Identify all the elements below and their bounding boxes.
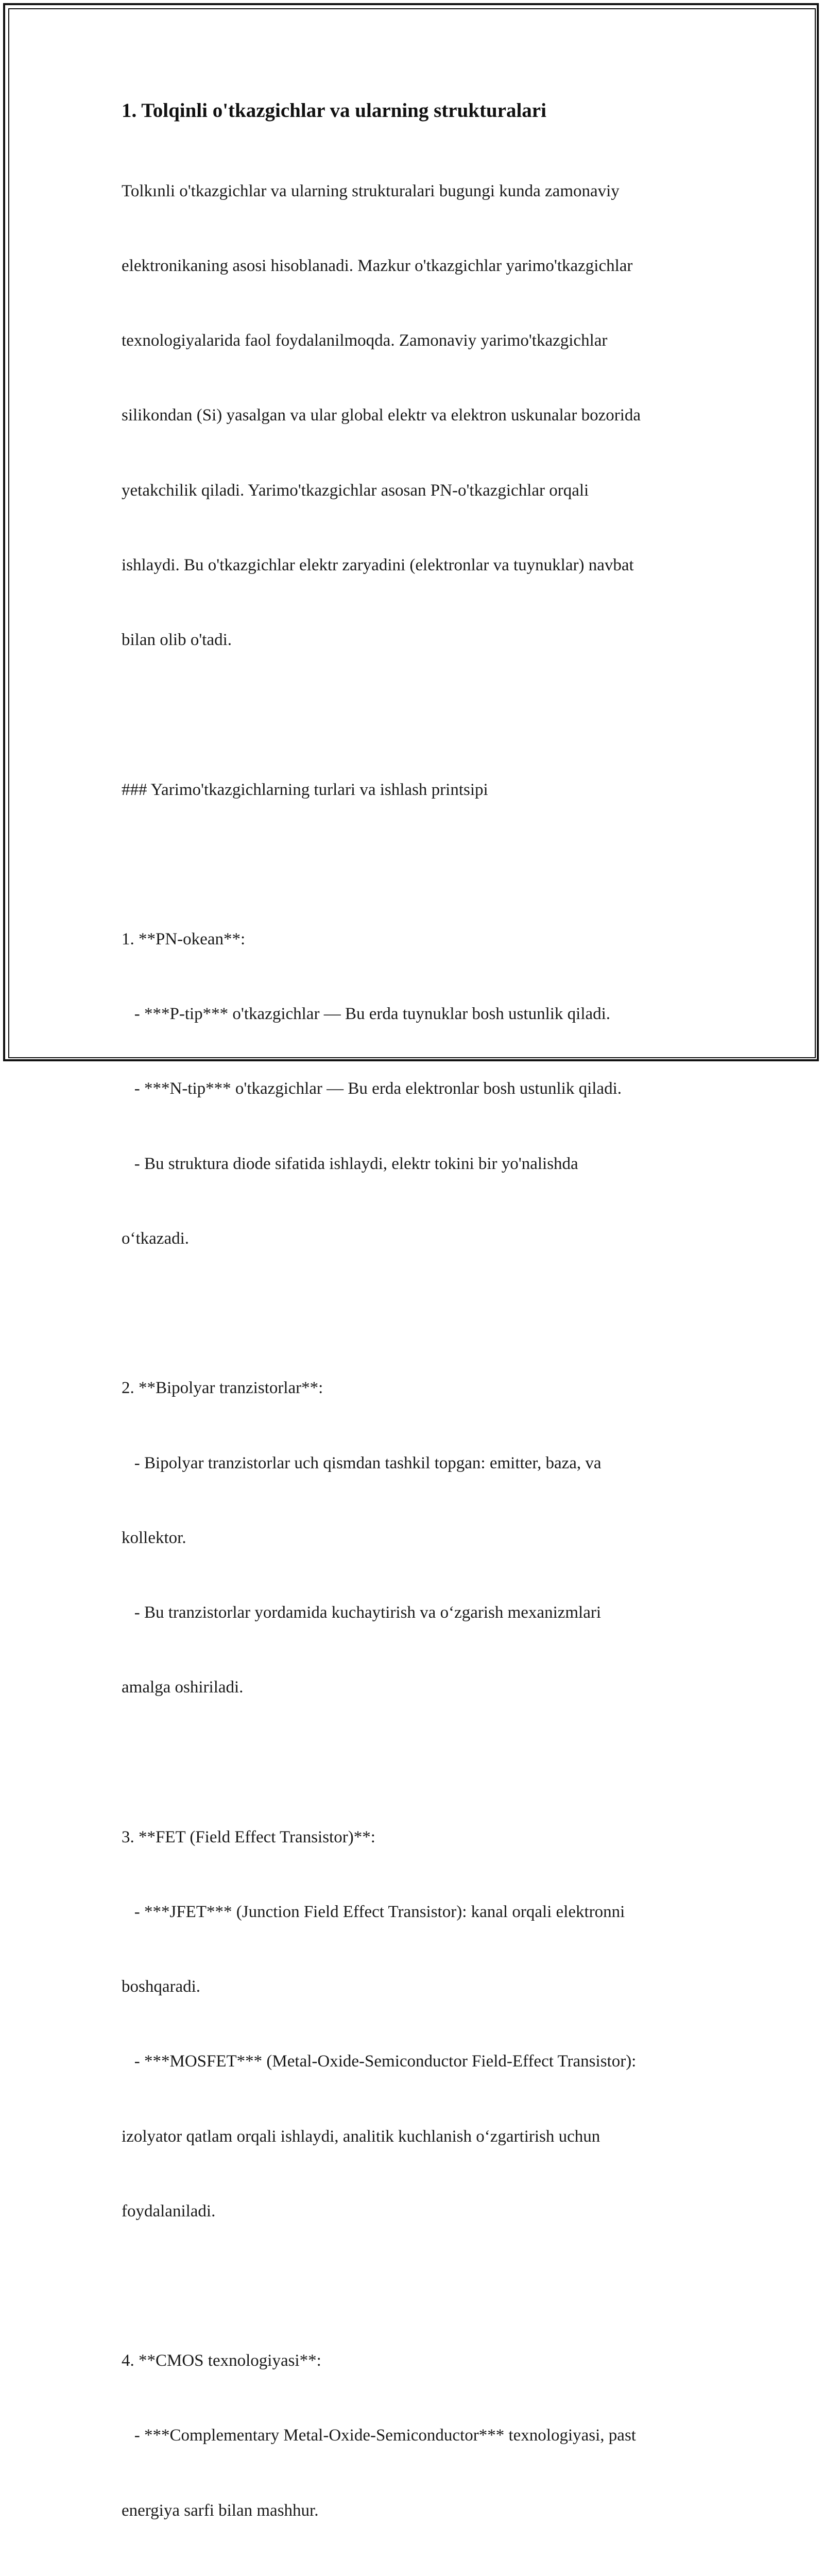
text-line: o‘tkazadi. — [122, 1229, 190, 1248]
text-line: silikondan (Si) yasalgan va ular global elektr va elektron uskunalar bozorida — [122, 406, 641, 425]
blank-line — [122, 1750, 709, 1774]
list-item-title: 2. **Bipolyar tranzistorlar**: — [122, 1379, 323, 1398]
list-subitem — [122, 2573, 709, 2576]
document-body — [122, 129, 709, 2576]
list-subitem: - Bu struktura diode sifatida ishlaydi, elektr tokini bir yo'nalishda — [122, 1154, 578, 1173]
text-line: izolyator qatlam orqali ishlaydi, analitik kuchlanish o‘zgartirish uchun — [122, 2127, 600, 2146]
blank-line — [122, 852, 709, 877]
list-item-title: 1. **PN-okean**: — [122, 930, 246, 948]
list-subitem: - Bipolyar tranzistorlar uch qismdan tashkil topgan: emitter, baza, va — [122, 1453, 602, 1472]
blank-line — [122, 2274, 709, 2298]
text-line: texnologiyalarida faol foydalanilmoqda. Zamonaviy yarimo'tkazgichlar — [122, 331, 608, 350]
list-subitem: - ***N-tip*** o'tkazgichlar — Bu erda elektronlar bosh ustunlik qiladi. — [122, 1079, 622, 1098]
blank-line — [122, 702, 709, 727]
text-line: amalga oshiriladi. — [122, 1678, 244, 1697]
text-line: ishlaydi. Bu o'tkazgichlar elektr zaryadini (elektronlar va tuynuklar) navbat — [122, 555, 634, 574]
list-subitem: - Bu tranzistorlar yordamida kuchaytirish va o‘zgarish mexanizmlari — [122, 1603, 602, 1622]
document-page — [122, 93, 709, 2576]
section-heading-line: ### Yarimo'tkazgichlarning turlari va ishlash printsipi — [122, 780, 488, 799]
list-subitem: - ***Complementary Metal-Oxide-Semiconductor*** texnologiyasi, past — [122, 2426, 636, 2445]
text-line: bilan olib o'tadi. — [122, 631, 232, 650]
blank-line — [122, 1301, 709, 1326]
document-heading: 1. Tolqinli o'tkazgichlar va ularning strukturalari — [122, 99, 546, 122]
list-item-title: 4. **CMOS texnologiyasi**: — [122, 2351, 321, 2370]
text-line: boshqaradi. — [122, 1977, 201, 1996]
list-subitem: - ***MOSFET*** (Metal-Oxide-Semiconductor Field-Effect Transistor): — [122, 2052, 637, 2071]
text-line: kollektor. — [122, 1528, 186, 1547]
text-line: Tolkınli o'tkazgichlar va ularning strukturalari bugungi kunda zamonaviy — [122, 181, 620, 200]
list-item-title: 3. **FET (Field Effect Transistor)**: — [122, 1827, 375, 1846]
text-line: elektronikaning asosi hisoblanadi. Mazkur o'tkazgichlar yarimo'tkazgichlar — [122, 257, 633, 276]
text-line: foydalaniladi. — [122, 2201, 216, 2221]
text-line: yetakchilik qiladi. Yarimo'tkazgichlar asosan PN-o'tkazgichlar orqali — [122, 481, 589, 500]
list-subitem: - ***P-tip*** o'tkazgichlar — Bu erda tuynuklar bosh ustunlik qiladi. — [122, 1005, 611, 1024]
list-subitem: - ***JFET*** (Junction Field Effect Transistor): kanal orqali elektronni — [122, 1902, 625, 1921]
text-line: energiya sarfi bilan mashhur. — [122, 2501, 319, 2520]
